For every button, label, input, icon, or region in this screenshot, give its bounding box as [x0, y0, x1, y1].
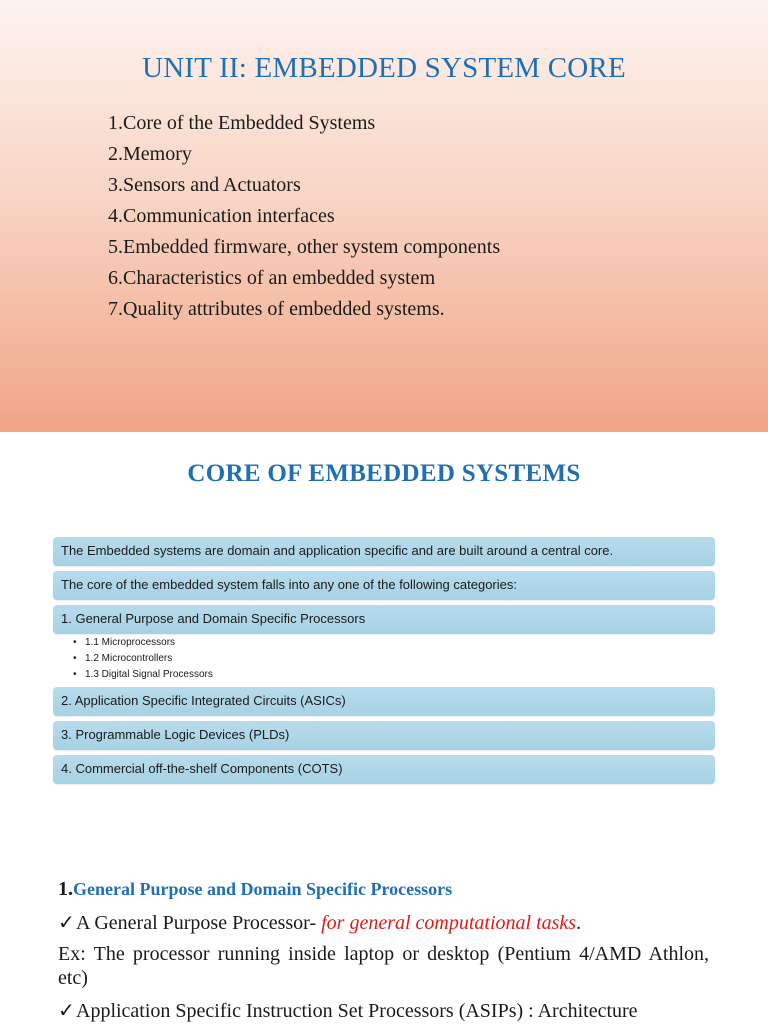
processor-sublist — [73, 635, 213, 683]
list-item: 4.Communication interfaces — [108, 205, 335, 227]
topic-list — [108, 110, 500, 327]
info-bar — [53, 571, 715, 600]
asip-line — [58, 998, 638, 1023]
gpp-line — [58, 910, 581, 935]
gpp-prefix: A General Purpose Processor- — [76, 912, 317, 934]
bar-text: 4. Commercial off-the-shelf Components (COTS) — [61, 761, 343, 776]
sublist-item: • 1.2 Microcontrollers — [73, 651, 213, 667]
sublist-item: • 1.3 Digital Signal Processors — [73, 667, 213, 683]
list-item: 2.Memory — [108, 143, 192, 165]
bar-text: The Embedded systems are domain and application specific and are built around a central core. — [61, 543, 614, 558]
check-icon: ✓ — [58, 1000, 75, 1022]
list-item: 6.Characteristics of an embedded system — [108, 267, 436, 289]
slide-unit-ii — [0, 0, 768, 432]
slide-core-of-embedded-systems — [0, 432, 768, 832]
category-bar — [53, 755, 715, 784]
sublist-item: • 1.1 Microprocessors — [73, 635, 213, 651]
asip-text: Application Specific Instruction Set Processors (ASIPs) : Architecture — [76, 1000, 638, 1022]
category-bar — [53, 687, 715, 716]
check-icon: ✓ — [58, 912, 75, 934]
list-item: 1.Core of the Embedded Systems — [108, 112, 376, 134]
category-bar — [53, 605, 715, 634]
slide-general-purpose-processors — [0, 832, 768, 1024]
section-heading — [58, 878, 452, 901]
gpp-highlight: for general computational tasks — [316, 912, 577, 934]
list-item: 5.Embedded firmware, other system components — [108, 236, 501, 258]
example-paragraph: Ex: The processor running inside laptop or desktop (Pentium 4/AMD Athlon, etc) — [58, 943, 709, 989]
list-item: 7.Quality attributes of embedded systems. — [108, 298, 445, 320]
heading-number: 1. — [58, 878, 73, 900]
heading-text: General Purpose and Domain Specific Processors — [73, 879, 453, 899]
gpp-suffix: . — [576, 912, 582, 934]
bar-text: 1. General Purpose and Domain Specific Processors — [61, 611, 366, 626]
bar-text: The core of the embedded system falls into any one of the following categories: — [61, 577, 517, 592]
bar-text: 3. Programmable Logic Devices (PLDs) — [61, 727, 290, 742]
info-bar — [53, 537, 715, 566]
bar-text: 2. Application Specific Integrated Circuits (ASICs) — [61, 693, 346, 708]
category-bar — [53, 721, 715, 750]
list-item: 3.Sensors and Actuators — [108, 174, 301, 196]
slide-title: CORE OF EMBEDDED SYSTEMS — [187, 460, 581, 487]
slide-title: UNIT II: EMBEDDED SYSTEM CORE — [142, 52, 626, 84]
